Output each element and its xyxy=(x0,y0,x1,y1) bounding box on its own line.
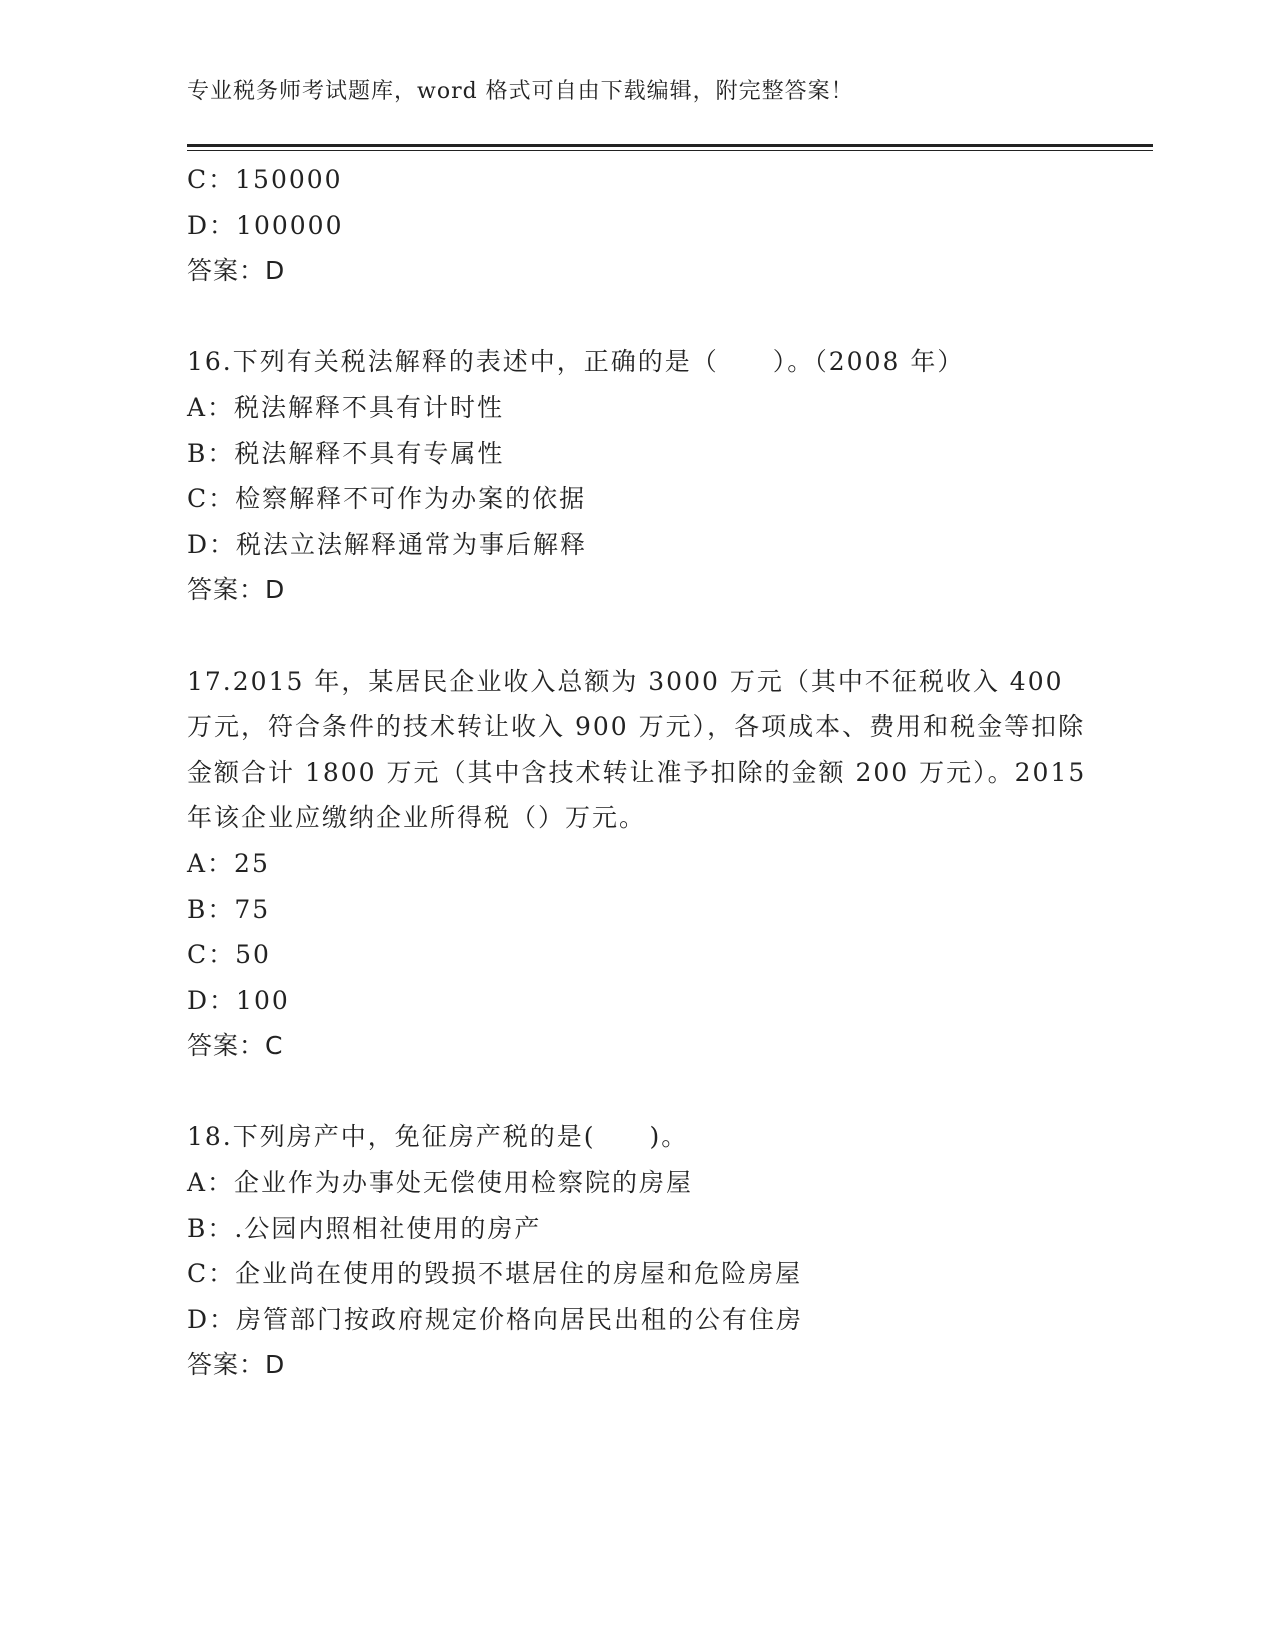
question-17-stem: 17.2015 年，某居民企业收入总额为 3000 万元（其中不征税收入 400 万元，符合条件的技术转让收入 900 万元），各项成本、费用和税金等扣除金额合计 1800 万元（其中含技术转让准予扣除的金额 200 万元）。2015 年该企业应缴纳企业所得税（）万元。 xyxy=(187,666,1087,833)
question-16-option-a: A：税法解释不具有计时性 xyxy=(187,392,505,422)
page-header: 专业税务师考试题库，word 格式可自由下载编辑，附完整答案！ xyxy=(187,79,854,104)
header-rule-thick xyxy=(187,144,1153,147)
question-content xyxy=(187,157,1087,1388)
question-17-option-d: D：100 xyxy=(187,985,290,1015)
header-rule-thin xyxy=(187,150,1153,151)
question-17-option-a: A：25 xyxy=(187,848,270,878)
question-18-answer: 答案：D xyxy=(187,1350,286,1380)
option-d: D：100000 xyxy=(187,210,344,240)
question-18-option-a: A：企业作为办事处无偿使用检察院的房屋 xyxy=(187,1168,694,1198)
question-16-option-c: C：检察解释不可作为办案的依据 xyxy=(187,484,587,514)
question-18-option-c: C：企业尚在使用的毁损不堪居住的房屋和危险房屋 xyxy=(187,1259,803,1289)
option-c: C：150000 xyxy=(187,165,343,194)
question-17-option-c: C：50 xyxy=(187,940,271,970)
question-16-stem: 16.下列有关税法解释的表述中，正确的是（ ）。（2008 年） xyxy=(187,347,965,377)
spacer xyxy=(187,1069,1087,1115)
question-17-answer: 答案：C xyxy=(187,1031,284,1061)
question-16-answer: 答案：D xyxy=(187,575,286,605)
question-18-option-d: D：房管部门按政府规定价格向居民出租的公有住房 xyxy=(187,1304,804,1334)
question-17-option-b: B：75 xyxy=(187,894,271,924)
question-18-stem: 18.下列房产中，免征房产税的是( )。 xyxy=(187,1122,689,1152)
answer-line: 答案：D xyxy=(187,256,286,286)
question-16-option-d: D：税法立法解释通常为事后解释 xyxy=(187,529,588,559)
spacer xyxy=(187,613,1087,659)
question-18-option-b: B：.公园内照相社使用的房产 xyxy=(187,1213,542,1243)
spacer xyxy=(187,294,1087,340)
question-16-option-b: B：税法解释不具有专属性 xyxy=(187,438,505,468)
